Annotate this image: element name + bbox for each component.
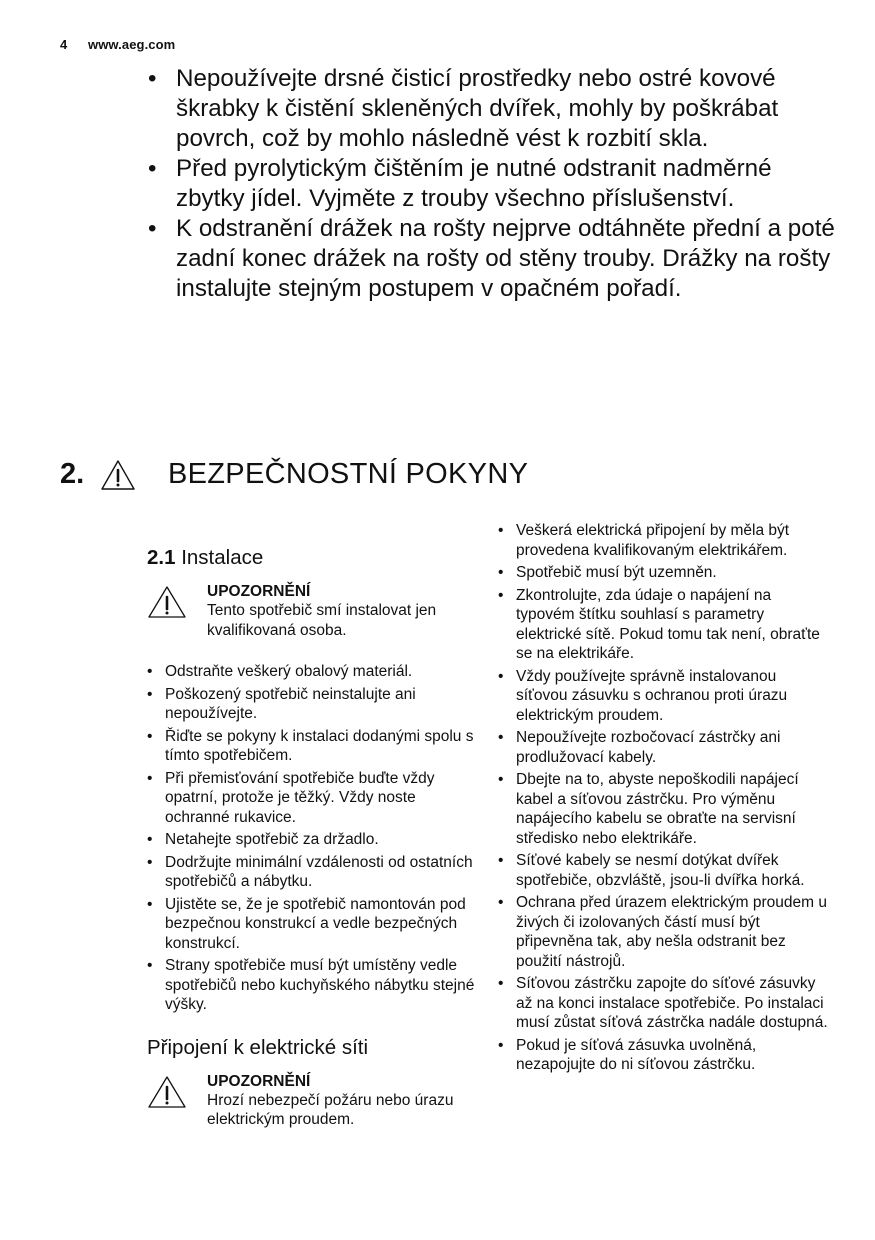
list-item: • Netahejte spotřebič za držadlo. <box>147 830 477 850</box>
warning-title: UPOZORNĚNÍ <box>207 1072 311 1090</box>
list-item: • Ujistěte se, že je spotřebič namontován pod bezpečnou konstrukcí a vedle bezpečných konstrukcí. <box>147 895 477 954</box>
subsection-title-installation <box>147 545 477 571</box>
installation-list <box>147 662 477 1015</box>
page-number: 4 <box>60 37 68 52</box>
warning-box-electric <box>147 1073 477 1130</box>
list-item: • Poškozený spotřebič neinstalujte ani nepoužívejte. <box>147 685 477 724</box>
warning-text: Tento spotřebič smí instalovat jen kvalifikovaná osoba. <box>207 602 437 639</box>
list-item: • Veškerá elektrická připojení by měla být provedena kvalifikovaným elektrikářem. <box>498 521 828 560</box>
warning-triangle-icon <box>147 585 187 619</box>
section-title: BEZPEČNOSTNÍ POKYNY <box>168 458 529 490</box>
list-item: • Nepoužívejte drsné čisticí prostředky nebo ostré kovové škrabky k čistění skleněných dvířek, mohly by poškrábat povrch, což by mohlo následně vést k rozbití skla. <box>146 64 836 154</box>
list-item: • K odstranění drážek na rošty nejprve odtáhněte přední a poté zadní konec drážek na rošty od stěny trouby. Drážky na rošty instalujte stejným postupem v opačném pořadí. <box>146 214 836 304</box>
list-item: • Dodržujte minimální vzdálenosti od ostatních spotřebičů a nábytku. <box>147 853 477 892</box>
list-item: • Před pyrolytickým čištěním je nutné odstranit nadměrné zbytky jídel. Vyjměte z trouby všechno příslušenství. <box>146 154 836 214</box>
right-column <box>498 521 828 1078</box>
list-item: • Zkontrolujte, zda údaje o napájení na typovém štítku souhlasí s parametry elektrické sítě. Pokud tomu tak není, obraťte se na elektrikáře. <box>498 586 828 664</box>
list-item: • Síťovou zástrčku zapojte do síťové zásuvky až na konci instalace spotřebiče. Po instalaci musí zůstat síťová zástrčka nadále dostupná. <box>498 974 828 1033</box>
subsection-number: 2.1 <box>147 546 176 569</box>
list-item: • Řiďte se pokyny k instalaci dodanými spolu s tímto spotřebičem. <box>147 727 477 766</box>
list-item: • Odstraňte veškerý obalový materiál. <box>147 662 477 682</box>
warning-text: Hrozí nebezpečí požáru nebo úrazu elektrickým proudem. <box>207 1091 454 1128</box>
list-item: • Při přemisťování spotřebiče buďte vždy opatrní, protože je těžký. Vždy noste ochranné rukavice. <box>147 769 477 828</box>
warning-title: UPOZORNĚNÍ <box>207 583 311 600</box>
list-item: • Síťové kabely se nesmí dotýkat dvířek spotřebiče, obzvláště, jsou-li dvířka horká. <box>498 851 828 890</box>
list-item: • Pokud je síťová zásuvka uvolněná, nezapojujte do ni síťovou zástrčku. <box>498 1036 828 1075</box>
left-column <box>147 545 477 1152</box>
section-number: 2. <box>60 458 85 490</box>
list-item: • Ochrana před úrazem elektrickým proudem u živých či izolovaných částí musí být připevněna tak, aby nešla odstranit bez použití nástrojů. <box>498 893 828 971</box>
warning-box-installation <box>147 583 477 640</box>
subsection-title-electric: Připojení k elektrické síti <box>147 1035 369 1059</box>
list-item: • Spotřebič musí být uzemněn. <box>498 563 828 583</box>
electric-connection-list <box>498 521 828 1075</box>
section-heading <box>60 458 528 491</box>
cleaning-instructions-list <box>146 64 836 304</box>
warning-triangle-icon <box>147 1075 187 1109</box>
list-item: • Vždy používejte správně instalovanou síťovou zásuvku s ochranou proti úrazu elektrickým proudem. <box>498 667 828 726</box>
website-link[interactable]: www.aeg.com <box>88 37 176 52</box>
page-header <box>60 37 175 52</box>
warning-triangle-icon <box>100 459 136 491</box>
subsection-title: Instalace <box>181 546 264 569</box>
list-item: • Dbejte na to, abyste nepoškodili napájecí kabel a síťovou zástrčku. Pro výměnu napájecího kabelu se obraťte na servisní středisko nebo elektrikáře. <box>498 770 828 848</box>
list-item: • Strany spotřebiče musí být umístěny vedle spotřebičů nebo kuchyňského nábytku stejné výšky. <box>147 956 477 1015</box>
list-item: • Nepoužívejte rozbočovací zástrčky ani prodlužovací kabely. <box>498 728 828 767</box>
